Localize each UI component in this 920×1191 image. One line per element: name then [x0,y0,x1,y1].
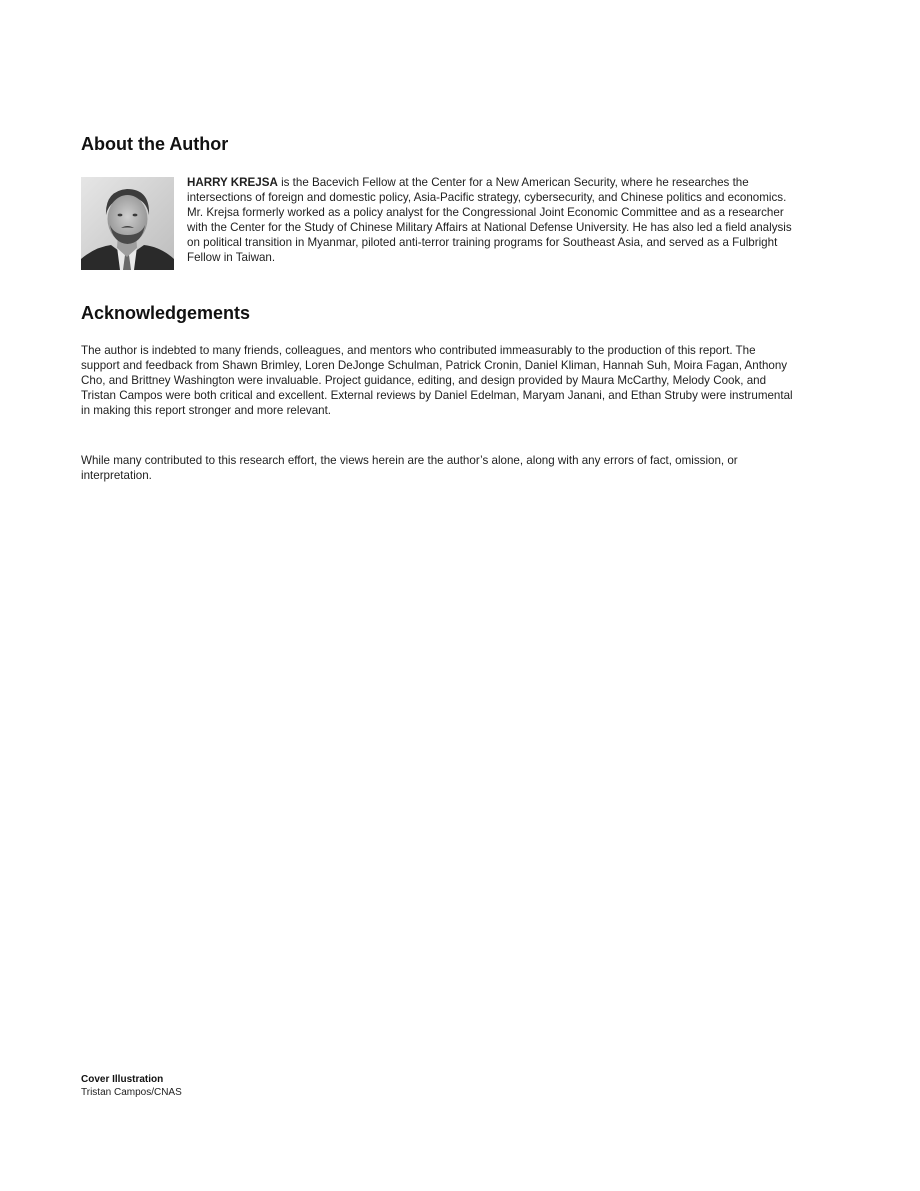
author-photo [81,177,174,270]
acknowledgements-heading: Acknowledgements [81,303,251,323]
acknowledgements-paragraph: The author is indebted to many friends, colleagues, and mentors who contributed immeasurably to the production of this report. The support and feedback from Shawn Brimley, Loren DeJonge Schulman, Patrick Cronin, Daniel Kliman, Hannah Suh, Moira Fagan, Anthony Cho, and Brittney Washington were invaluable. Project guidance, editing, and design provided by Maura McCarthy, Melody Cook, and Tristan Campos were both critical and excellent. External reviews by Daniel Edelman, Maryam Janani, and Ethan Struby were instrumental in making this report stronger and more relevant. [81,344,793,417]
author-bio [187,175,797,265]
cover-illustration-credit: Tristan Campos/CNAS [81,1087,182,1098]
cover-illustration-label: Cover Illustration [81,1074,164,1085]
author-portrait-image [81,177,174,270]
author-name: HARRY KREJSA [187,176,278,189]
about-author-heading: About the Author [81,134,229,154]
author-bio-text: is the Bacevich Fellow at the Center for a New American Security, where he researches the intersections of foreign and domestic policy, Asia-Pacific strategy, cybersecurity, and Chinese politics and economics. Mr. Krejsa formerly worked as a policy analyst for the Congressional Joint Economic Committee and as a researcher with the Center for the Study of Chinese Military Affairs at National Defense University. He has also led a field analysis on political transition in Myanmar, piloted anti-terror training programs for Southeast Asia, and served as a Fulbright Fellow in Taiwan. [187,176,792,264]
acknowledgements-paragraph: While many contributed to this research effort, the views herein are the author’s alone, along with any errors of fact, omission, or interpretation. [81,454,738,482]
